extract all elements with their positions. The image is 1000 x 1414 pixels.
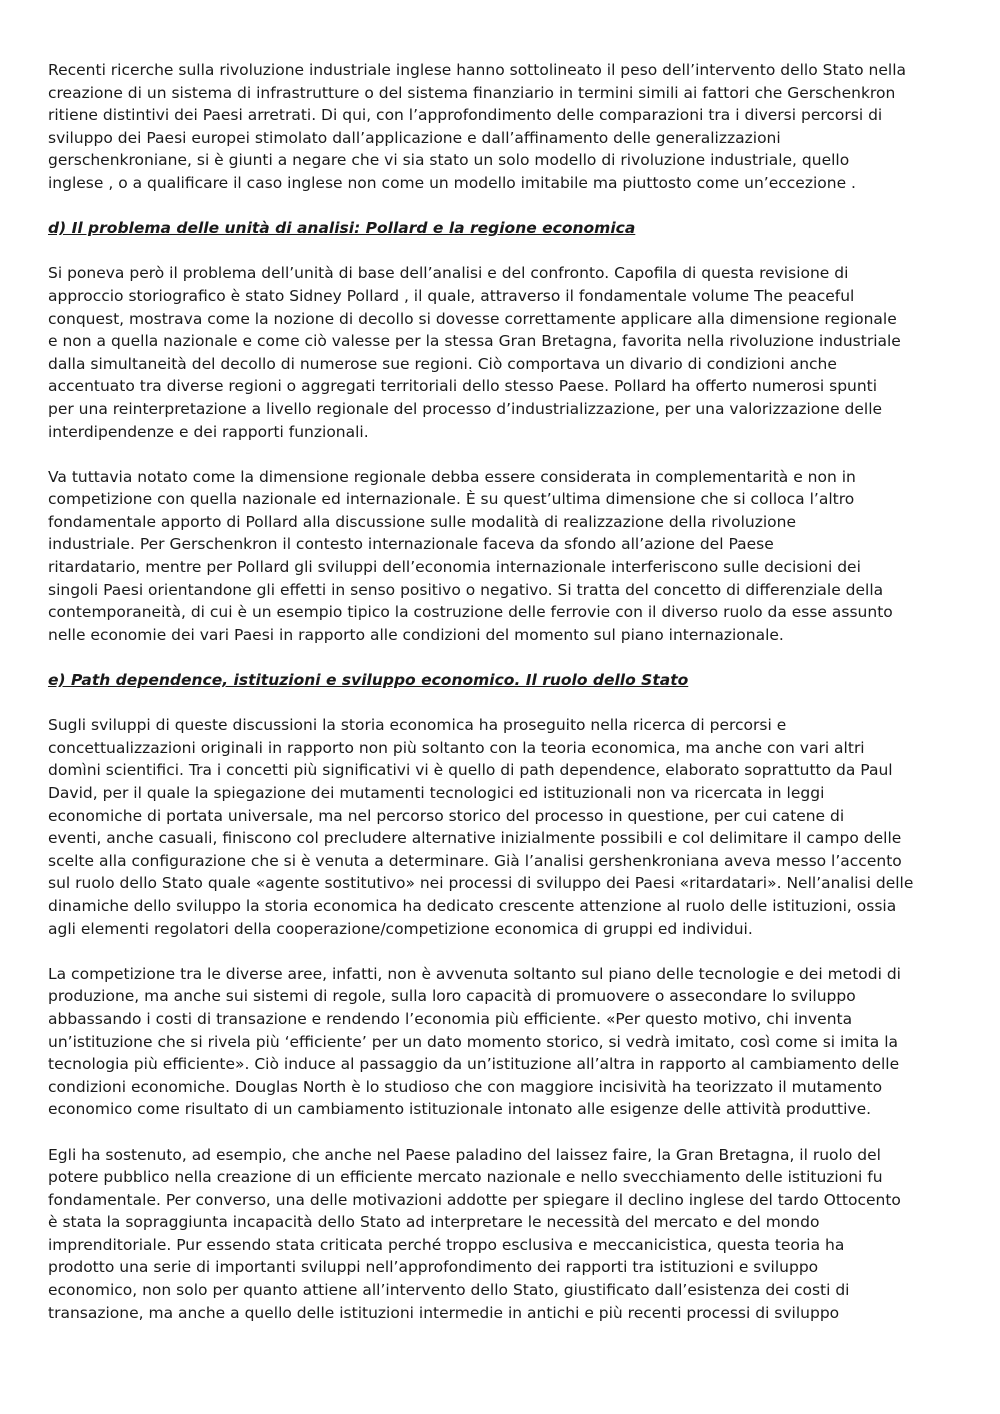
text-line: Egli ha sostenuto, ad esempio, che anche nel Paese paladino del laissez faire, la Gran Bretagna, il ruolo del (48, 1145, 881, 1164)
text-line: ritardatario, mentre per Pollard gli sviluppi dell’economia internazionale interferiscono sulle decisioni dei (48, 558, 861, 577)
text-line: abbassando i costi di transazione e rendendo l’economia più efficiente. «Per questo motivo, chi inventa (48, 1009, 853, 1028)
text-line: Va tuttavia notato come la dimensione regionale debba essere considerata in complementarità e non in (48, 467, 856, 486)
text-line: dalla simultaneità del decollo di numerose sue regioni. Ciò comportava un divario di condizioni anche (48, 354, 837, 373)
text-line: e non a quella nazionale e come ciò valesse per la stessa Gran Bretagna, favorita nella rivoluzione industriale (48, 332, 901, 351)
text-line: Si poneva però il problema dell’unità di base dell’analisi e del confronto. Capofila di questa revisione di (48, 264, 849, 283)
text-line: domìni scientifici. Tra i concetti più significativi vi è quello di path dependence, elaborato soprattutto da Paul (48, 761, 893, 780)
text-line: concettualizzazioni originali in rapporto non più soltanto con la teoria economica, ma anche con vari altri (48, 738, 865, 757)
text-line: Sugli sviluppi di queste discussioni la storia economica ha proseguito nella ricerca di percorsi e (48, 716, 787, 735)
text-line: Recenti ricerche sulla rivoluzione industriale inglese hanno sottolineato il peso dell’intervento dello Stato nella (48, 61, 906, 79)
text-line: David, per il quale la spiegazione dei mutamenti tecnologici ed istituzionali non va ricercata in leggi (48, 784, 825, 802)
paragraph-regional-dimension (48, 466, 918, 647)
text-line: transazione, ma anche a quello delle istituzioni intermedie in antichi e più recenti processi di sviluppo (48, 1303, 840, 1322)
text-line: interdipendenze e dei rapporti funzionali. (48, 422, 369, 441)
text-line: produzione, ma anche sui sistemi di regole, sulla loro capacità di promuovere o assecondare lo sviluppo (48, 987, 856, 1006)
text-line: economico, non solo per quanto attiene all’intervento dello Stato, giustificato dall’esistenza dei costi di (48, 1281, 850, 1300)
text-line: inglese , o a qualificare il caso inglese non come un modello imitabile ma piuttosto come un’eccezione . (48, 173, 856, 192)
section-heading-d: d) Il problema delle unità di analisi: Pollard e la regione economica (48, 219, 636, 238)
text-line: prodotto una serie di importanti sviluppi nell’approfondimento dei rapporti tra istituzioni e sviluppo (48, 1258, 819, 1277)
text-line: economiche di portata universale, ma nel percorso storico del processo in questione, per cui catene di (48, 806, 845, 825)
text-line: competizione con quella nazionale ed internazionale. È su quest’ultima dimensione che si colloca l’altro (48, 490, 855, 509)
text-line: singoli Paesi orientandone gli effetti in senso positivo o negativo. Si tratta del concetto di differenziale della (48, 580, 884, 599)
text-line: fondamentale. Per converso, una delle motivazioni addotte per spiegare il declino inglese del tardo Ottocento (48, 1190, 901, 1209)
text-line: agli elementi regolatori della cooperazione/competizione economica di gruppi ed individui. (48, 919, 753, 938)
text-line: gerschenkroniane, si è giunti a negare che vi sia stato un solo modello di rivoluzione industriale, quello (48, 151, 850, 170)
text-line: approccio storiografico è stato Sidney Pollard , il quale, attraverso il fondamentale volume The peaceful (48, 286, 855, 305)
text-line: fondamentale apporto di Pollard alla discussione sulle modalità di realizzazione della rivoluzione (48, 512, 796, 531)
text-line: economico come risultato di un cambiamento istituzionale intonato alle esigenze delle attività produttive. (48, 1100, 872, 1119)
paragraph-north-britain (48, 1144, 918, 1325)
text-line: dinamiche dello sviluppo la storia economica ha dedicato crescente attenzione al ruolo delle istituzioni, ossia (48, 896, 897, 915)
text-line: tecnologia più efficiente». Ciò induce al passaggio da un’istituzione all’altra in rapporto al cambiamento delle (48, 1055, 900, 1074)
text-line: condizioni economiche. Douglas North è lo studioso che con maggiore incisività ha teorizzato il mutamento (48, 1077, 883, 1096)
text-line: La competizione tra le diverse aree, infatti, non è avvenuta soltanto sul piano delle tecnologie e dei metodi di (48, 964, 901, 983)
document-page (48, 59, 918, 1347)
text-line: scelte alla configurazione che si è venuta a determinare. Già l’analisi gershenkroniana aveva messo l’accento (48, 851, 902, 870)
text-line: imprenditoriale. Pur essendo stata criticata perché troppo esclusiva e meccanicistica, questa teoria ha (48, 1235, 845, 1254)
text-line: creazione di un sistema di infrastrutture o del sistema finanziario in termini simili ai fattori che Gerschenkron (48, 83, 896, 102)
text-line: nelle economie dei vari Paesi in rapporto alle condizioni del momento sul piano internazionale. (48, 625, 784, 644)
paragraph-path-dependence (48, 714, 918, 940)
text-line: accentuato tra diverse regioni o aggregati territoriali dello stesso Paese. Pollard ha offerto numerosi spunti (48, 377, 878, 396)
section-heading-e: e) Path dependence, istituzioni e sviluppo economico. Il ruolo dello Stato (48, 671, 689, 690)
paragraph-state-intervention (48, 59, 918, 195)
text-line: è stata la sopraggiunta incapacità dello Stato ad interpretare le necessità del mercato e del mondo (48, 1213, 820, 1232)
paragraph-pollard-region (48, 262, 918, 443)
text-line: conquest, mostrava come la nozione di decollo si dovesse correttamente applicare alla dimensione regionale (48, 309, 897, 328)
text-line: sul ruolo dello Stato quale «agente sostitutivo» nei processi di sviluppo dei Paesi «ritardatari». Nell’analisi delle (48, 874, 914, 893)
text-line: eventi, anche casuali, finiscono col precludere alternative inizialmente possibili e col delimitare il campo delle (48, 829, 902, 848)
text-line: per una reinterpretazione a livello regionale del processo d’industrializzazione, per una valorizzazione delle (48, 399, 883, 418)
text-line: un’istituzione che si rivela più ‘efficiente’ per un dato momento storico, si vedrà imitato, così come si imita la (48, 1032, 899, 1051)
text-line: potere pubblico nella creazione di un efficiente mercato nazionale e nello svecchiamento delle istituzioni fu (48, 1168, 883, 1187)
text-line: ritiene distintivi dei Paesi arretrati. Di qui, con l’approfondimento delle comparazioni tra i diversi percorsi di (48, 106, 883, 125)
paragraph-competition-rules (48, 963, 918, 1121)
text-line: industriale. Per Gerschenkron il contesto internazionale faceva da sfondo all’azione del Paese (48, 535, 774, 554)
text-line: contemporaneità, di cui è un esempio tipico la costruzione delle ferrovie con il diverso ruolo da esse assunto (48, 603, 893, 622)
text-line: sviluppo dei Paesi europei stimolato dall’applicazione e dall’affinamento delle generalizzazioni (48, 128, 781, 147)
